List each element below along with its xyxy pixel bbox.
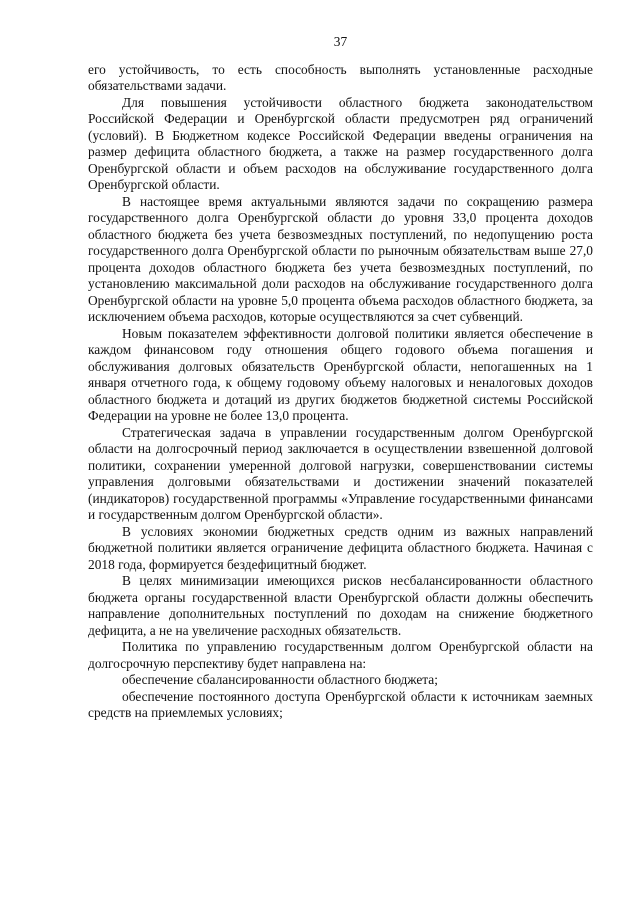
list-item-2: обеспечение постоянного доступа Оренбургской области к источникам заемных средств на приемлемых условиях; [88, 688, 593, 720]
paragraph-2: Для повышения устойчивости областного бюджета законодательством Российской Федерации и Оренбургской области предусмотрен ряд ограничений (условий). В Бюджетном кодексе Российской Федерации введены ограничения на размер дефицита областного бюджета, а также на размер государственного долга Оренбургской области и объем расходов на обслуживание государственного долга Оренбургской области. [88, 94, 593, 192]
page-number: 37 [333, 34, 348, 49]
paragraph-3: В настоящее время актуальными являются задачи по сокращению размера государственного долга Оренбургской области до уровня 33,0 процента доходов областного бюджета без учета безвозмездных поступлений, по недопущению роста государственного долга Оренбургской области по рыночным обязательствам выше 27,0 процента доходов областного бюджета без учета безвозмездных поступлений, по установлению максимальной доли расходов на обслуживание государственного долга Оренбургской области на уровне 5,0 процента объема расходов областного бюджета, за исключением объема расходов, которые осуществляются за счет субвенций. [88, 193, 593, 324]
document-page [88, 34, 593, 884]
list-item-1: обеспечение сбалансированности областного бюджета; [122, 672, 438, 687]
paragraph-1: его устойчивость, то есть способность выполнять установленные расходные обязательствами задачи. [88, 61, 593, 93]
paragraph-7: В целях минимизации имеющихся рисков несбалансированности областного бюджета органы государственной власти Оренбургской области должны обеспечить направление дополнительных поступлений по доходам на снижение бюджетного дефицита, а не на увеличение расходных обязательств. [88, 573, 593, 638]
paragraph-4: Новым показателем эффективности долговой политики является обеспечение в каждом финансовом году отношения общего годового объема погашения и обслуживания долговых обязательств Оренбургской области, непогашенных на 1 января отчетного года, к общему годовому объему налоговых и неналоговых доходов областного бюджета и дотаций из других бюджетов бюджетной системы Российской Федерации на уровне не более 13,0 процента. [88, 325, 593, 423]
paragraph-5: Стратегическая задача в управлении государственным долгом Оренбургской области на долгосрочный период заключается в осуществлении взвешенной долговой политики, сохранении умеренной долговой нагрузки, совершенствовании системы управления долговыми обязательствами и достижении значений показателей (индикаторов) государственной программы «Управление государственными финансами и государственным долгом Оренбургской области». [88, 424, 593, 522]
paragraph-6: В условиях экономии бюджетных средств одним из важных направлений бюджетной политики является ограничение дефицита областного бюджета. Начиная с 2018 года, формируется бездефицитный бюджет. [88, 523, 593, 572]
paragraph-8: Политика по управлению государственным долгом Оренбургской области на долгосрочную перспективу будет направлена на: [88, 639, 593, 671]
